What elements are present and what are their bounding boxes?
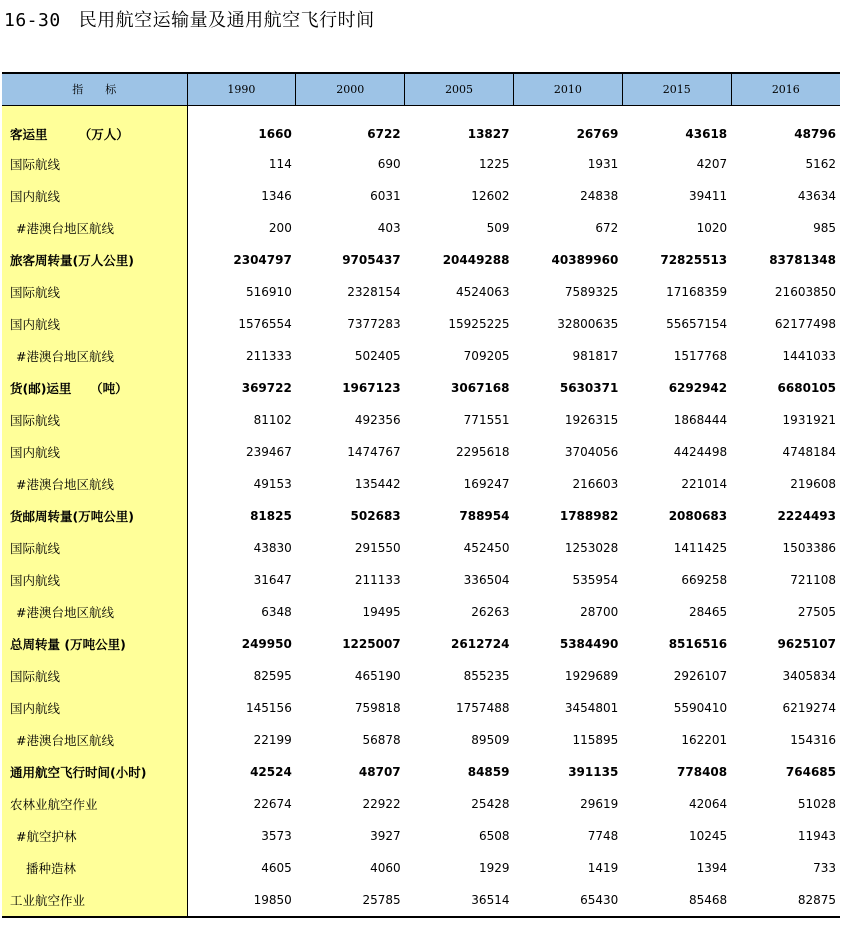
value-cell: 239467 — [246, 444, 292, 459]
value-cell: 62177498 — [774, 316, 836, 331]
value-cell: 89509 — [471, 732, 510, 747]
value-cell: 502405 — [354, 348, 401, 363]
value-cell: 855235 — [463, 668, 510, 683]
value-cell: 369722 — [241, 380, 292, 395]
value-cell: 764685 — [785, 764, 836, 779]
value-cell: 15925225 — [448, 316, 510, 331]
value-cell: 1926315 — [564, 412, 619, 427]
value-cell: 162201 — [681, 732, 728, 747]
value-cell: 2224493 — [777, 508, 836, 523]
value-cell: 391135 — [568, 764, 619, 779]
value-cell: 6292942 — [668, 380, 728, 395]
row-label: 货邮周转量(万吨公里) — [2, 500, 187, 532]
year-header: 2005 — [405, 73, 514, 105]
spacer-cell — [296, 105, 405, 120]
value-cell: 981817 — [572, 348, 619, 363]
value-cell: 211333 — [246, 348, 292, 363]
value-cell: 5162 — [805, 156, 836, 171]
value-cell: 1346 — [261, 188, 292, 203]
value-cell: 42524 — [250, 764, 292, 779]
value-cell: 82595 — [253, 668, 292, 683]
value-cell: 31647 — [253, 572, 292, 587]
row-label: 国内航线 — [2, 180, 187, 212]
row-label: 国内航线 — [2, 436, 187, 468]
table-row — [2, 660, 840, 692]
value-cell: 135442 — [354, 476, 401, 491]
row-label: 国内航线 — [2, 564, 187, 596]
indicator-header: 指 标 — [2, 73, 187, 105]
value-cell: 733 — [813, 860, 836, 875]
value-cell: 36514 — [405, 884, 514, 917]
row-label: 总周转量 (万吨公里) — [2, 628, 187, 660]
value-cell: 7748 — [587, 828, 619, 843]
value-cell: 709205 — [463, 348, 510, 363]
value-cell: 1411425 — [673, 540, 728, 555]
row-label: #港澳台地区航线 — [2, 468, 187, 500]
table-row — [2, 148, 840, 180]
value-cell: 1225 — [478, 156, 510, 171]
value-cell: 1441033 — [782, 348, 836, 363]
table-row — [2, 628, 840, 660]
value-cell: 72825513 — [660, 252, 728, 267]
value-cell: 669258 — [681, 572, 728, 587]
value-cell: 216603 — [572, 476, 619, 491]
value-cell: 5630371 — [559, 380, 619, 395]
year-header: 2015 — [622, 73, 731, 105]
value-cell: 4605 — [261, 860, 292, 875]
table-row — [2, 756, 840, 788]
row-label: 国内航线 — [2, 692, 187, 724]
value-cell: 1660 — [258, 126, 292, 141]
value-cell: 502683 — [350, 508, 401, 523]
value-cell: 221014 — [681, 476, 728, 491]
table-row — [2, 788, 840, 820]
value-cell: 403 — [377, 220, 401, 235]
spacer-row — [2, 105, 840, 120]
value-cell: 985 — [813, 220, 836, 235]
row-label: 播种造林 — [2, 852, 187, 884]
value-cell: 13827 — [467, 126, 510, 141]
value-cell: 535954 — [572, 572, 619, 587]
value-cell: 26769 — [576, 126, 619, 141]
value-cell: 2612724 — [451, 636, 510, 651]
value-cell: 759818 — [354, 700, 401, 715]
row-label: 国际航线 — [2, 660, 187, 692]
table-row — [2, 500, 840, 532]
value-cell: 2295618 — [456, 444, 510, 459]
spacer-cell — [187, 105, 296, 120]
value-cell: 82875 — [731, 884, 840, 917]
row-label: #港澳台地区航线 — [2, 596, 187, 628]
row-label: 国际航线 — [2, 276, 187, 308]
value-cell: 85468 — [622, 884, 731, 917]
value-cell: 6219274 — [782, 700, 836, 715]
value-cell: 1253028 — [564, 540, 619, 555]
table-row — [2, 820, 840, 852]
table-row — [2, 180, 840, 212]
value-cell: 5590410 — [673, 700, 728, 715]
value-cell: 3573 — [261, 828, 292, 843]
value-cell: 1868444 — [673, 412, 728, 427]
value-cell: 25785 — [296, 884, 405, 917]
row-label: 客运里 （万人） — [2, 120, 187, 148]
value-cell: 6680105 — [777, 380, 836, 395]
value-cell: 291550 — [354, 540, 401, 555]
table-title: 民用航空运输量及通用航空飞行时间 — [78, 10, 375, 31]
value-cell: 249950 — [241, 636, 292, 651]
value-cell: 81825 — [250, 508, 292, 523]
spacer-cell — [405, 105, 514, 120]
value-cell: 19850 — [187, 884, 296, 917]
year-header: 2016 — [731, 73, 840, 105]
value-cell: 516910 — [246, 284, 292, 299]
value-cell: 721108 — [790, 572, 836, 587]
value-cell: 1576554 — [238, 316, 292, 331]
row-label: #港澳台地区航线 — [2, 724, 187, 756]
value-cell: 55657154 — [666, 316, 728, 331]
row-label: 国内航线 — [2, 308, 187, 340]
row-label: 国际航线 — [2, 532, 187, 564]
value-cell: 27505 — [797, 604, 836, 619]
row-label: 旅客周转量(万人公里) — [2, 244, 187, 276]
value-cell: 465190 — [354, 668, 401, 683]
spacer-cell — [731, 105, 840, 120]
row-label: 农林业航空作业 — [2, 788, 187, 820]
row-label: 国际航线 — [2, 148, 187, 180]
value-cell: 114 — [268, 156, 292, 171]
row-label: 货(邮)运里 （吨） — [2, 372, 187, 404]
value-cell: 4424498 — [673, 444, 728, 459]
value-cell: 22674 — [253, 796, 292, 811]
value-cell: 28700 — [580, 604, 619, 619]
value-cell: 9625107 — [777, 636, 836, 651]
value-cell: 1517768 — [673, 348, 728, 363]
value-cell: 22199 — [253, 732, 292, 747]
value-cell: 2304797 — [233, 252, 292, 267]
value-cell: 492356 — [354, 412, 401, 427]
value-cell: 17168359 — [666, 284, 728, 299]
value-cell: 4207 — [696, 156, 728, 171]
page-title — [4, 6, 375, 32]
value-cell: 169247 — [463, 476, 510, 491]
value-cell: 1225007 — [342, 636, 401, 651]
value-cell: 4524063 — [456, 284, 510, 299]
value-cell: 771551 — [463, 412, 510, 427]
value-cell: 29619 — [580, 796, 619, 811]
value-cell: 40389960 — [551, 252, 619, 267]
value-cell: 3405834 — [782, 668, 836, 683]
row-label: 通用航空飞行时间(小时) — [2, 756, 187, 788]
value-cell: 6722 — [367, 126, 401, 141]
value-cell: 65430 — [513, 884, 622, 917]
value-cell: 2926107 — [673, 668, 728, 683]
spacer-cell — [513, 105, 622, 120]
value-cell: 3454801 — [564, 700, 619, 715]
value-cell: 11943 — [797, 828, 836, 843]
value-cell: 39411 — [688, 188, 728, 203]
table-row — [2, 308, 840, 340]
table-row — [2, 532, 840, 564]
value-cell: 672 — [595, 220, 619, 235]
value-cell: 788954 — [459, 508, 510, 523]
value-cell: 28465 — [688, 604, 728, 619]
value-cell: 6348 — [261, 604, 292, 619]
value-cell: 1967123 — [342, 380, 401, 395]
row-label: 工业航空作业 — [2, 884, 187, 917]
table-row — [2, 404, 840, 436]
value-cell: 154316 — [790, 732, 836, 747]
year-header: 2000 — [296, 73, 405, 105]
row-label: #航空护林 — [2, 820, 187, 852]
table-row — [2, 120, 840, 148]
table-row — [2, 244, 840, 276]
value-cell: 4748184 — [782, 444, 836, 459]
table-row — [2, 276, 840, 308]
table-row — [2, 468, 840, 500]
value-cell: 7377283 — [347, 316, 401, 331]
value-cell: 32800635 — [557, 316, 619, 331]
value-cell: 452450 — [463, 540, 510, 555]
value-cell: 1474767 — [347, 444, 401, 459]
value-cell: 3067168 — [451, 380, 510, 395]
value-cell: 1020 — [696, 220, 728, 235]
value-cell: 21603850 — [774, 284, 836, 299]
value-cell: 84859 — [467, 764, 510, 779]
value-cell: 43618 — [685, 126, 728, 141]
table-row — [2, 372, 840, 404]
table-row — [2, 884, 840, 917]
value-cell: 6508 — [478, 828, 510, 843]
value-cell: 2080683 — [668, 508, 728, 523]
value-cell: 7589325 — [564, 284, 619, 299]
value-cell: 778408 — [677, 764, 728, 779]
value-cell: 5384490 — [559, 636, 619, 651]
table-row — [2, 596, 840, 628]
value-cell: 48707 — [358, 764, 401, 779]
value-cell: 20449288 — [442, 252, 510, 267]
table-row — [2, 692, 840, 724]
value-cell: 1929 — [478, 860, 510, 875]
value-cell: 9705437 — [342, 252, 401, 267]
data-table — [2, 72, 840, 918]
value-cell: 43634 — [797, 188, 836, 203]
value-cell: 690 — [377, 156, 401, 171]
row-label: 国际航线 — [2, 404, 187, 436]
value-cell: 1419 — [587, 860, 619, 875]
value-cell: 145156 — [246, 700, 292, 715]
value-cell: 509 — [486, 220, 510, 235]
value-cell: 43830 — [253, 540, 292, 555]
value-cell: 3927 — [370, 828, 401, 843]
table-row — [2, 436, 840, 468]
value-cell: 200 — [268, 220, 292, 235]
value-cell: 1788982 — [559, 508, 619, 523]
table-number: 16-30 — [4, 10, 61, 31]
spacer-cell — [622, 105, 731, 120]
value-cell: 12602 — [471, 188, 510, 203]
value-cell: 3704056 — [564, 444, 619, 459]
value-cell: 4060 — [370, 860, 401, 875]
value-cell: 1394 — [696, 860, 728, 875]
value-cell: 211133 — [354, 572, 401, 587]
table-row — [2, 564, 840, 596]
value-cell: 49153 — [253, 476, 292, 491]
table-row — [2, 340, 840, 372]
value-cell: 336504 — [463, 572, 510, 587]
row-label: #港澳台地区航线 — [2, 340, 187, 372]
value-cell: 26263 — [471, 604, 510, 619]
year-header: 2010 — [513, 73, 622, 105]
value-cell: 42064 — [688, 796, 728, 811]
table-row — [2, 852, 840, 884]
value-cell: 1931921 — [782, 412, 836, 427]
value-cell: 83781348 — [769, 252, 836, 267]
table-body — [2, 105, 840, 917]
value-cell: 25428 — [471, 796, 510, 811]
value-cell: 51028 — [797, 796, 836, 811]
spacer-cell — [2, 105, 187, 120]
value-cell: 81102 — [253, 412, 292, 427]
value-cell: 1503386 — [782, 540, 836, 555]
year-header: 1990 — [187, 73, 296, 105]
value-cell: 10245 — [688, 828, 728, 843]
value-cell: 1931 — [587, 156, 619, 171]
value-cell: 8516516 — [668, 636, 728, 651]
value-cell: 48796 — [794, 126, 836, 141]
value-cell: 22922 — [362, 796, 401, 811]
value-cell: 1757488 — [456, 700, 510, 715]
value-cell: 2328154 — [347, 284, 401, 299]
value-cell: 6031 — [370, 188, 401, 203]
value-cell: 19495 — [362, 604, 401, 619]
value-cell: 56878 — [362, 732, 401, 747]
value-cell: 115895 — [572, 732, 619, 747]
value-cell: 1929689 — [564, 668, 619, 683]
header-row — [2, 73, 840, 105]
table-row — [2, 212, 840, 244]
value-cell: 219608 — [790, 476, 836, 491]
row-label: #港澳台地区航线 — [2, 212, 187, 244]
value-cell: 24838 — [580, 188, 619, 203]
table-row — [2, 724, 840, 756]
